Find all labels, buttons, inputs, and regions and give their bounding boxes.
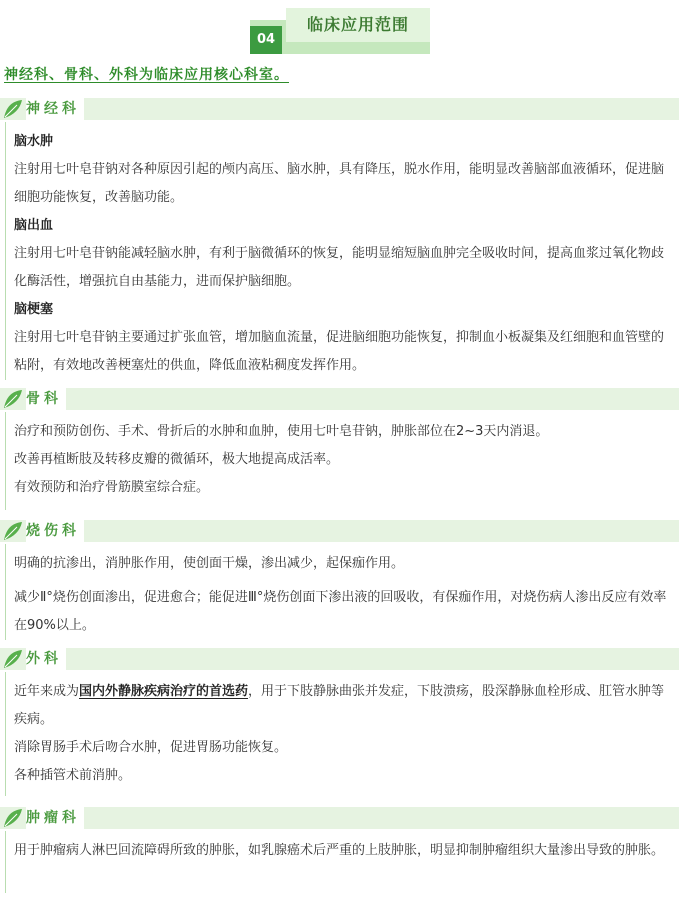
section-divider-line [5,672,6,796]
section-divider-line [5,544,6,640]
subheading: 脑梗塞 [14,302,54,317]
section-number: 04 [250,26,282,54]
paragraph: 注射用七叶皂苷钠能减轻脑水肿，有利于脑微循环的恢复，能明显缩短脑血肿完全吸收时间，提高血浆过氧化物歧化酶活性，增强抗自由基能力，进而保护脑细胞。 [14,246,665,289]
section-content-ortho [14,418,672,502]
leaf-icon [2,389,24,409]
paragraph: 减少Ⅱ°烧伤创面渗出，促进愈合；能促进Ⅲ°烧伤创面下渗出液的回吸收，有保痂作用，对烧伤病人渗出反应有效率在90%以上。 [14,590,667,633]
paragraph: 注射用七叶皂苷钠主要通过扩张血管，增加脑血流量，促进脑细胞功能恢复，抑制血小板凝集及红细胞和血管壁的粘附，有效地改善梗塞灶的供血，降低血液粘稠度发挥作用。 [14,330,665,373]
section-divider-line [5,831,6,893]
subheading: 脑出血 [14,218,54,233]
section-title-neuro: 神经科 [26,98,84,120]
highlight-text: 国内外静脉疾病治疗的首选药 [79,684,249,699]
section-content-neuro [14,128,672,380]
leaf-icon [2,808,24,828]
tagline: 神经科、骨科、外科为临床应用核心科室。 [4,67,289,83]
section-title-tumor: 肿瘤科 [26,807,84,829]
paragraph: 各种插管术前消肿。 [14,768,132,783]
leaf-icon [2,649,24,669]
paragraph: 消除胃肠手术后吻合水肿，促进胃肠功能恢复。 [14,740,288,755]
paragraph [14,678,672,734]
section-bar-burn [0,520,679,542]
section-title: 临床应用范围 [286,8,430,42]
section-title-burn: 烧伤科 [26,520,84,542]
subheading: 脑水肿 [14,134,54,149]
paragraph: 注射用七叶皂苷钠对各种原因引起的颅内高压、脑水肿，具有降压，脱水作用，能明显改善脑部血液循环，促进脑细胞功能恢复，改善脑功能。 [14,162,665,205]
paragraph: 改善再植断肢及转移皮瓣的微循环，极大地提高成活率。 [14,452,340,467]
section-bar-neuro [0,98,679,120]
paragraph: 用于肿瘤病人淋巴回流障碍所致的肿胀，如乳腺癌术后严重的上肢肿胀，明显抑制肿瘤组织大量渗出导致的肿胀。 [14,843,665,858]
section-divider-line [5,412,6,510]
section-bar-surgery [0,648,679,670]
section-title-surgery: 外科 [26,648,66,670]
paragraph: 有效预防和治疗骨筋膜室综合症。 [14,480,210,495]
section-header-badge [250,8,430,48]
section-content-tumor [14,837,672,865]
text-run: ，用于下肢静脉曲张并发症，下肢溃疡，股深静脉血栓形成、肛管水肿等疾病。 [14,684,665,727]
leaf-icon [2,99,24,119]
section-divider-line [5,122,6,380]
paragraph: 治疗和预防创伤、手术、骨折后的水肿和血肿，使用七叶皂苷钠，肿胀部位在2~3天内消退。 [14,424,549,439]
text-run: 近年来成为 [14,684,80,699]
section-content-surgery [14,678,672,790]
section-content-burn [14,550,672,640]
section-bar-ortho [0,388,679,410]
paragraph: 明确的抗渗出，消肿胀作用，使创面干燥，渗出减少，起保痂作用。 [14,556,405,571]
section-bar-tumor [0,807,679,829]
section-title-ortho: 骨科 [26,388,66,410]
leaf-icon [2,521,24,541]
